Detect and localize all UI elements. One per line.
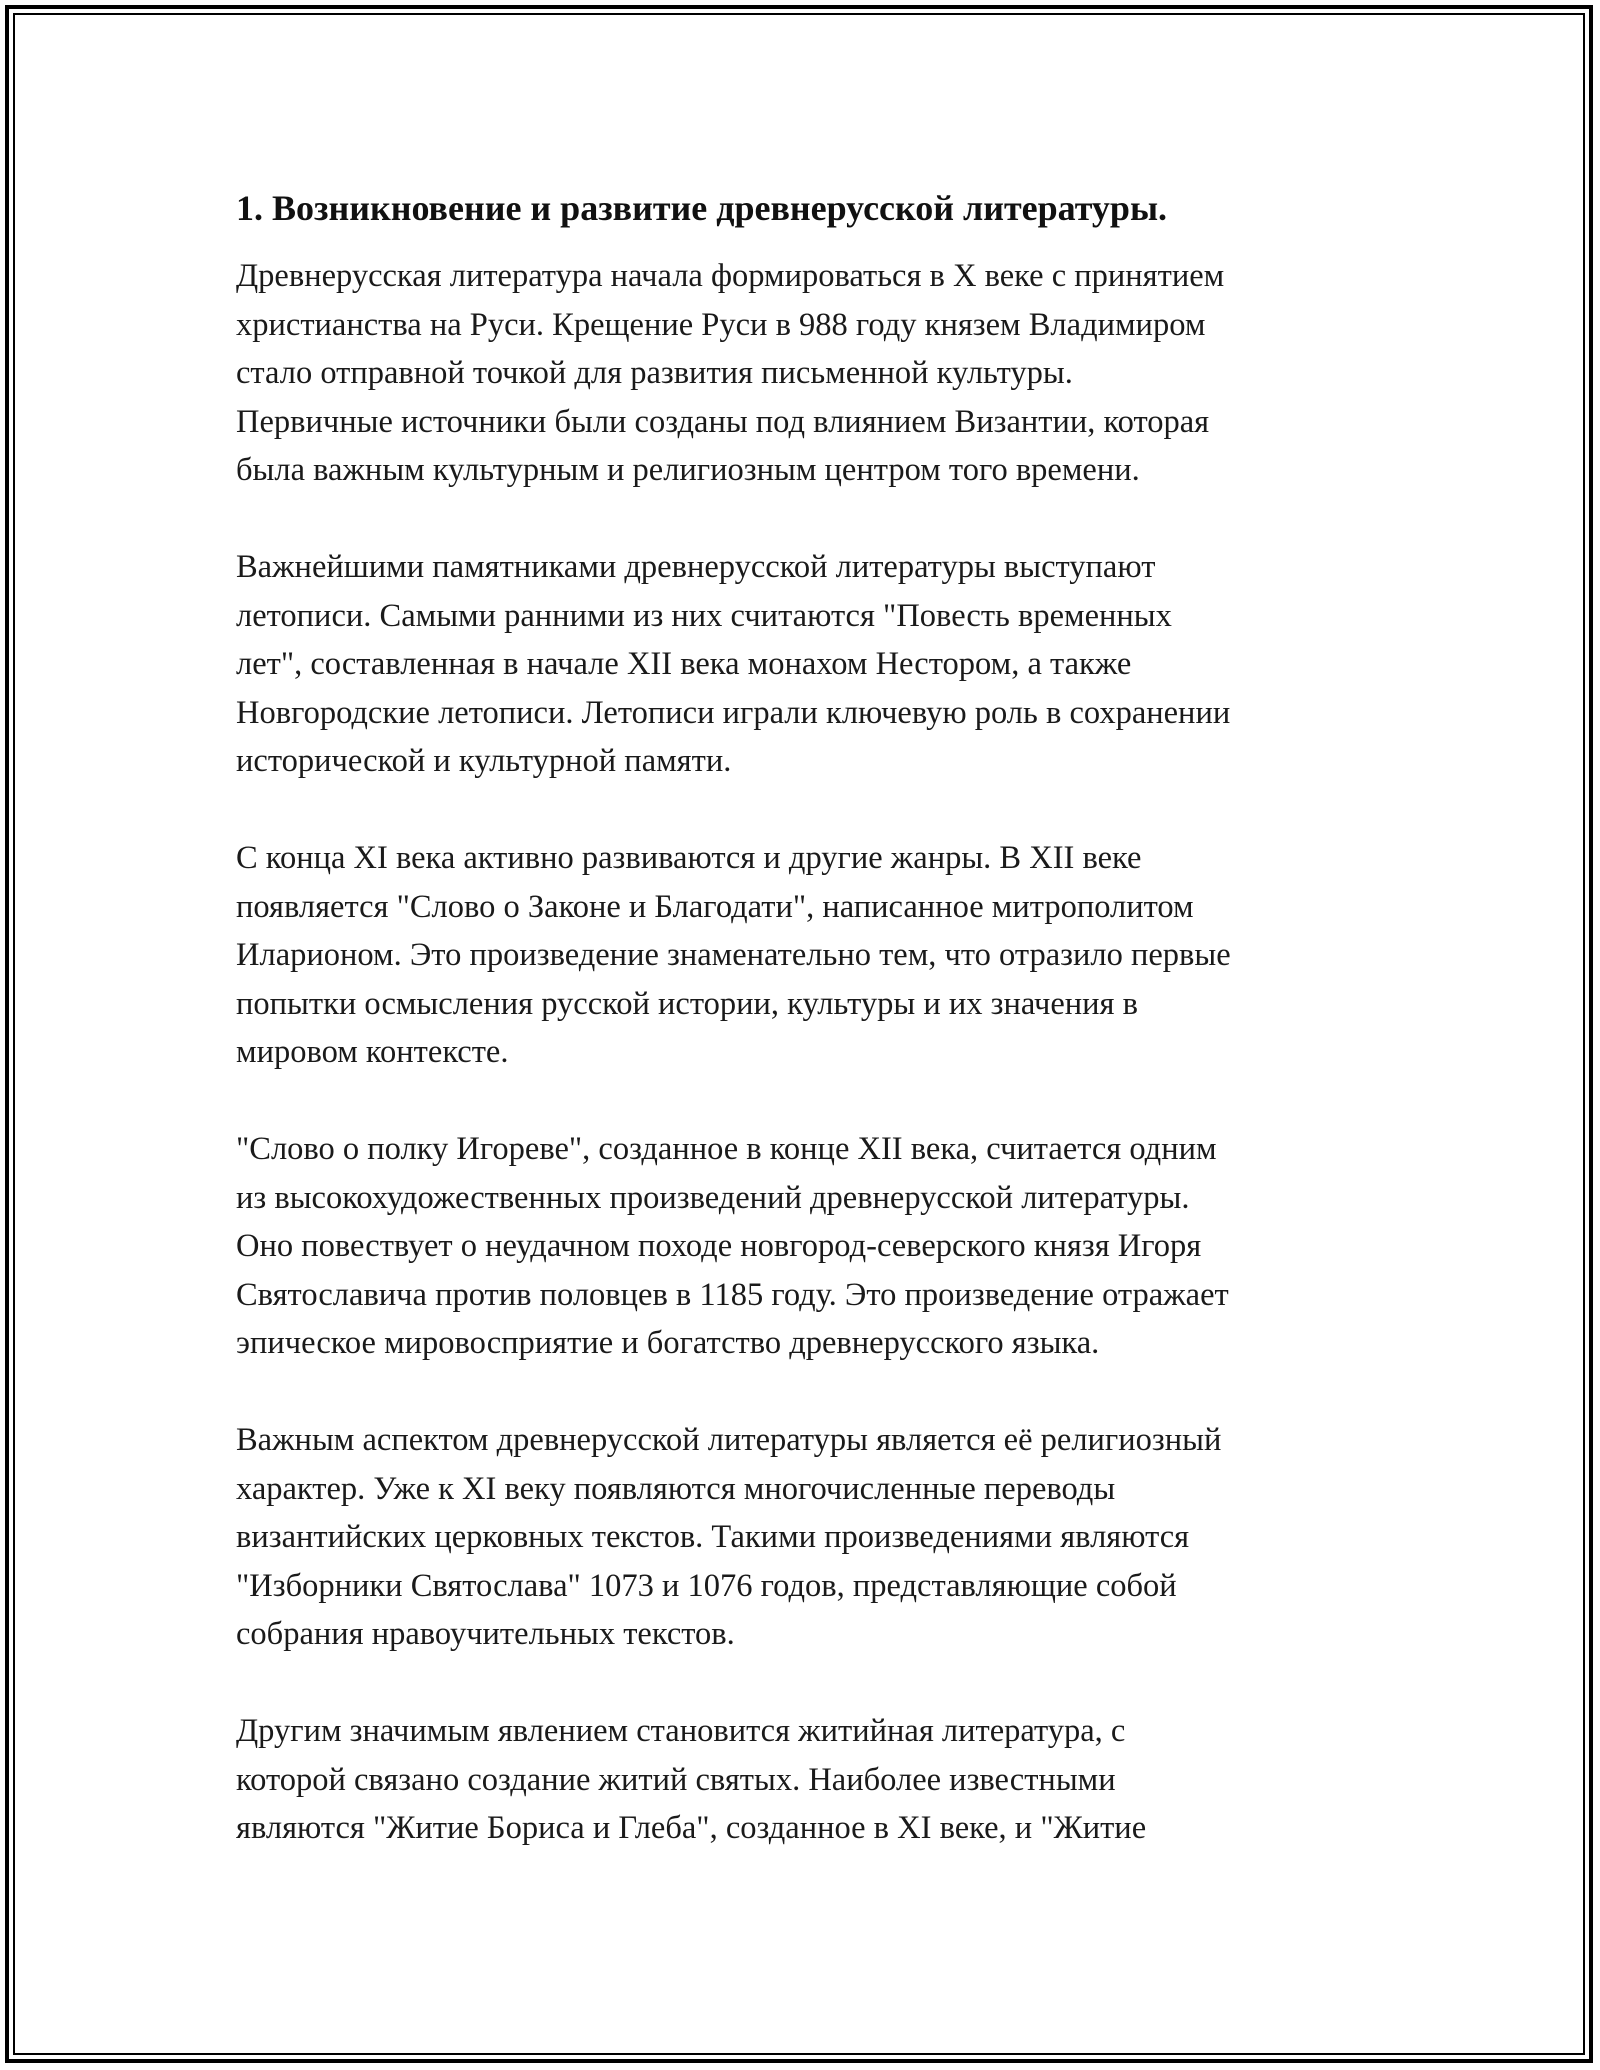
paragraph-line: Важным аспектом древнерусской литературы является её религиозный bbox=[236, 1422, 1222, 1458]
paragraph-line: являются "Житие Бориса и Глеба", созданное в XI веке, и "Житие bbox=[236, 1810, 1147, 1846]
paragraph-line: которой связано создание житий святых. Наиболее известными bbox=[236, 1761, 1116, 1798]
paragraph-line: собрания нравоучительных текстов. bbox=[236, 1616, 735, 1652]
paragraph-line: Иларионом. Это произведение знаменательно тем, что отразило первые bbox=[236, 937, 1231, 973]
paragraph-line: Важнейшими памятниками древнерусской литературы выступают bbox=[236, 549, 1156, 585]
paragraph-line: Оно повествует о неудачном походе новгород-северского князя Игоря bbox=[236, 1228, 1202, 1264]
paragraph-line: попытки осмысления русской истории, культуры и их значения в bbox=[236, 985, 1138, 1022]
paragraph-line: исторической и культурной памяти. bbox=[236, 743, 732, 779]
paragraph-line: Новгородские летописи. Летописи играли ключевую роль в сохранении bbox=[236, 694, 1231, 731]
paragraph-2 bbox=[236, 543, 1396, 786]
document-content bbox=[236, 186, 1396, 1901]
paragraph-1 bbox=[236, 252, 1396, 495]
paragraph-line: Святославича против половцев в 1185 году. Это произведение отражает bbox=[236, 1276, 1229, 1313]
paragraph-line: "Изборники Святослава" 1073 и 1076 годов, представляющие собой bbox=[236, 1567, 1177, 1604]
paragraph-line: эпическое мировосприятие и богатство древнерусского языка. bbox=[236, 1325, 1100, 1361]
paragraph-line: "Слово о полку Игореве", созданное в конце XII века, считается одним bbox=[236, 1131, 1217, 1167]
paragraph-5 bbox=[236, 1416, 1396, 1659]
paragraph-line: летописи. Самыми ранними из них считаются "Повесть временных bbox=[236, 597, 1172, 634]
paragraph-line: Первичные источники были созданы под влиянием Византии, которая bbox=[236, 403, 1210, 440]
paragraph-line: лет", составленная в начале XII века монахом Нестором, а также bbox=[236, 646, 1132, 682]
paragraph-3 bbox=[236, 834, 1396, 1077]
paragraph-line: появляется "Слово о Законе и Благодати", написанное митрополитом bbox=[236, 888, 1194, 925]
paragraph-4 bbox=[236, 1125, 1396, 1368]
paragraph-line: христианства на Руси. Крещение Руси в 988 году князем Владимиром bbox=[236, 306, 1206, 343]
paragraph-line: характер. Уже к XI веку появляются многочисленные переводы bbox=[236, 1470, 1116, 1507]
paragraph-line: С конца XI века активно развиваются и другие жанры. В XII веке bbox=[236, 840, 1142, 876]
paragraph-line: Древнерусская литература начала формироваться в X веке с принятием bbox=[236, 258, 1225, 294]
paragraph-line: из высокохудожественных произведений древнерусской литературы. bbox=[236, 1179, 1190, 1216]
paragraph-line: стало отправной точкой для развития письменной культуры. bbox=[236, 355, 1073, 391]
paragraph-line: была важным культурным и религиозным центром того времени. bbox=[236, 452, 1140, 488]
paragraph-6 bbox=[236, 1707, 1396, 1853]
paragraph-line: Другим значимым явлением становится житийная литература, с bbox=[236, 1713, 1126, 1749]
paragraph-line: византийских церковных текстов. Такими произведениями являются bbox=[236, 1519, 1190, 1555]
document-heading: 1. Возникновение и развитие древнерусской литературы. bbox=[236, 188, 1168, 228]
paragraph-line: мировом контексте. bbox=[236, 1034, 509, 1070]
